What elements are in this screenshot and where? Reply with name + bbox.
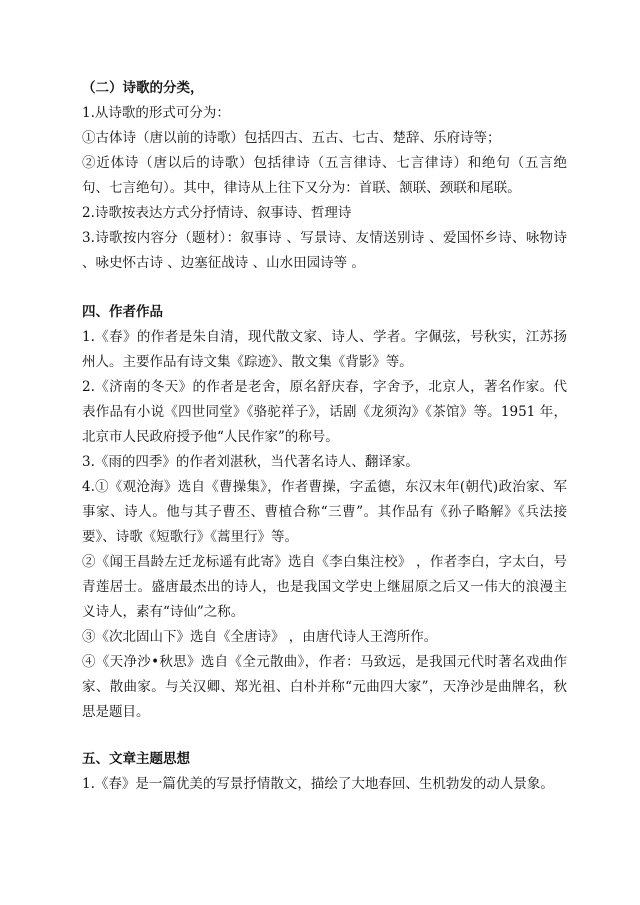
paragraph: ②近体诗（唐以后的诗歌）包括律诗（五言律诗、七言律诗）和绝句（五言绝句、七言绝句）。其中，律诗从上往下又分为：首联、颔联、颈联和尾联。 [82, 155, 567, 196]
document-page [82, 76, 567, 797]
paragraph: 2.《济南的冬天》的作者是老舍，原名舒庆春，字舍予，北京人，著名作家。代表作品有小说《四世同堂》《骆驼祥子》，话剧《龙须沟》《茶馆》等。1951 年，北京市人民政府授予他“人民作家”的称号。 [82, 379, 567, 445]
paragraph: 1.从诗歌的形式可分为： [82, 105, 230, 121]
paragraph: ③《次北固山下》选自《全唐诗》 ，由唐代诗人王湾所作。 [82, 629, 438, 645]
section-heading-poetry-types: （二）诗歌的分类， [82, 80, 204, 96]
section-heading-authors: 四、作者作品 [82, 304, 163, 320]
paragraph: ②《闻王昌龄左迁龙标遥有此寄》选自《李白集注校》 ，作者李白，字太白，号青莲居士。盛唐最杰出的诗人，也是我国文学史上继屈原之后又一伟大的浪漫主义诗人，素有“诗仙”之称。 [82, 554, 567, 620]
paragraph: ④《天净沙•秋思》选自《全元散曲》，作者：马致远，是我国元代时著名戏曲作家、散曲家。与关汉卿、郑光祖、白朴并称“元曲四大家”，天净沙是曲牌名，秋思是题目。 [82, 654, 567, 720]
section-heading-themes: 五、文章主题思想 [82, 751, 190, 767]
paragraph: ①古体诗（唐以前的诗歌）包括四古、五古、七古、楚辞、乐府诗等； [82, 130, 501, 146]
section-spacer [82, 276, 567, 300]
paragraph: 1.《春》的作者是朱自清，现代散文家、诗人、学者。字佩弦，号秋实，江苏扬州人。主要作品有诗文集《踪迹》、散文集《背影》等。 [82, 329, 567, 370]
paragraph: 2.诗歌按表达方式分抒情诗、叙事诗、哲理诗 [82, 205, 352, 221]
paragraph: 4.①《观沧海》选自《曹操集》，作者曹操，字孟德，东汉末年(朝代)政治家、军事家、诗人。他与其子曹丕、曹植合称“三曹”。其作品有《孙子略解》《兵法接要》、诗歌《短歌行》《蒿里行》等。 [82, 479, 567, 545]
paragraph: 3.《雨的四季》的作者刘湛秋，当代著名诗人、翻译家。 [82, 454, 419, 470]
paragraph: 1.《春》是一篇优美的写景抒情散文，描绘了大地春回、生机勃发的动人景象。 [82, 776, 554, 792]
paragraph: 3.诗歌按内容分（题材）：叙事诗 、写景诗、友情送别诗 、爱国怀乡诗、咏物诗 、咏史怀古诗 、边塞征战诗 、山水田园诗等 。 [82, 230, 567, 271]
section-spacer [82, 725, 567, 747]
